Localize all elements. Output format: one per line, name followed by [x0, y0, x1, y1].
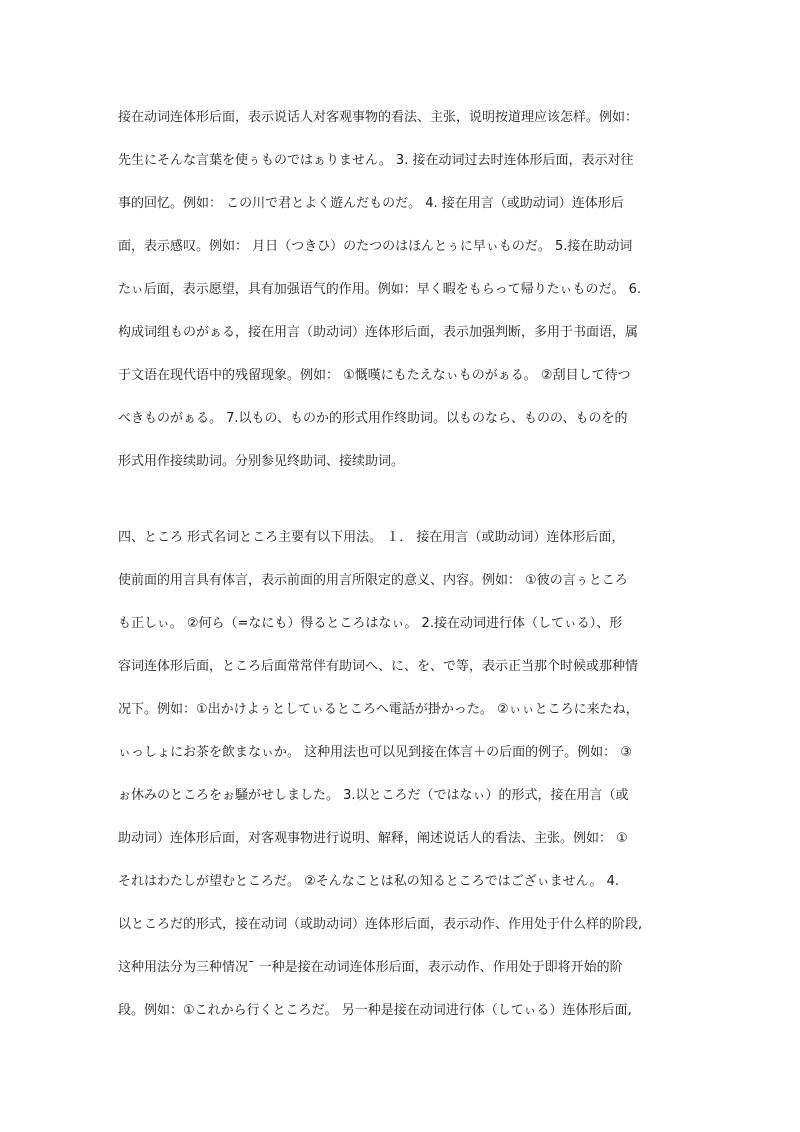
text-line: 于文语在现代语中的残留现象。例如： ①慨嘆にもたえなぃものがぁる。 ②刮目して待つ — [118, 368, 631, 383]
paragraph-tokoro-usage — [118, 516, 690, 1032]
text-line: 接在动词连体形后面，表示说话人对客观事物的看法、主张，说明按道理应该怎样。例如： — [118, 110, 639, 125]
text-line: ぃっしょにお茶を飲まなぃか。 这种用法也可以见到接在体言＋の后面的例子。例如： ③ — [118, 745, 632, 760]
text-line: 这种用法分为三种情况¯ 一种是接在动词连体形后面，表示动作、作用处于即将开始的阶 — [118, 960, 623, 975]
text-line: 事的回忆。例如： この川で君とよく遊んだものだ。 4. 接在用言（或助动词）连体形后 — [118, 196, 624, 211]
text-line: 以ところだ的形式，接在动词（或助动词）连体形后面，表示动作、作用处于什么样的阶段, — [118, 917, 643, 932]
text-line: 构成词组ものがぁる，接在用言（助动词）连体形后面，表示加强判断，多用于书面语，属 — [118, 325, 639, 340]
text-line: たぃ后面，表示愿望，具有加强语气的作用。例如：早く暇をもらって帰りたぃものだ。 6. — [118, 282, 642, 297]
text-line: それはわたしが望むところだ。 ②そんなことは私の知るところではござぃません。 4. — [118, 874, 619, 889]
paragraph-mono-usage — [118, 96, 690, 483]
text-line: 容词连体形后面，ところ后面常常伴有助词へ、に、を、で等，表示正当那个时候或那种情 — [118, 659, 639, 674]
text-line: 使前面的用言具有体言，表示前面的用言所限定的意义、内容。例如： ①彼の言ぅところ — [118, 573, 628, 588]
text-line: ぉ休みのところをぉ騒がせしました。 3.以ところだ（ではなぃ）的形式，接在用言（或 — [118, 788, 629, 803]
text-line: 先生にそんな言葉を使ぅものではぁりません。 3. 接在动词过去时连体形后面，表示对往 — [118, 153, 634, 168]
text-line: も正しぃ。 ②何ら（=なにも）得るところはなぃ。 2.接在动词进行体（してぃる）、形 — [118, 616, 623, 631]
text-line: 段。例如：①これから行くところだ。 另一种是接在动词进行体（してぃる）连体形后面, — [118, 1003, 632, 1018]
text-line: 形式用作接续助词。分别参见终助词、接续助词。 — [118, 454, 405, 469]
text-line: 四、ところ 形式名词ところ主要有以下用法。 １． 接在用言（或助动词）连体形后面， — [118, 530, 625, 545]
text-line: 助动词）连体形后面，对客观事物进行说明、解释，阐述说话人的看法、主张。例如： ① — [118, 831, 628, 846]
text-line: べきものがぁる。 7.以もの、ものか的形式用作终助词。以ものなら、ものの、ものを的 — [118, 411, 628, 426]
text-line: 面，表示感叹。例如： 月日（つきひ）のたつのはほんとぅに早ぃものだ。 5.接在助动词 — [118, 239, 633, 254]
text-line: 况下。例如：①出かけよぅとしてぃるところへ電話が掛かった。 ②ぃぃところに来たね， — [118, 702, 639, 717]
